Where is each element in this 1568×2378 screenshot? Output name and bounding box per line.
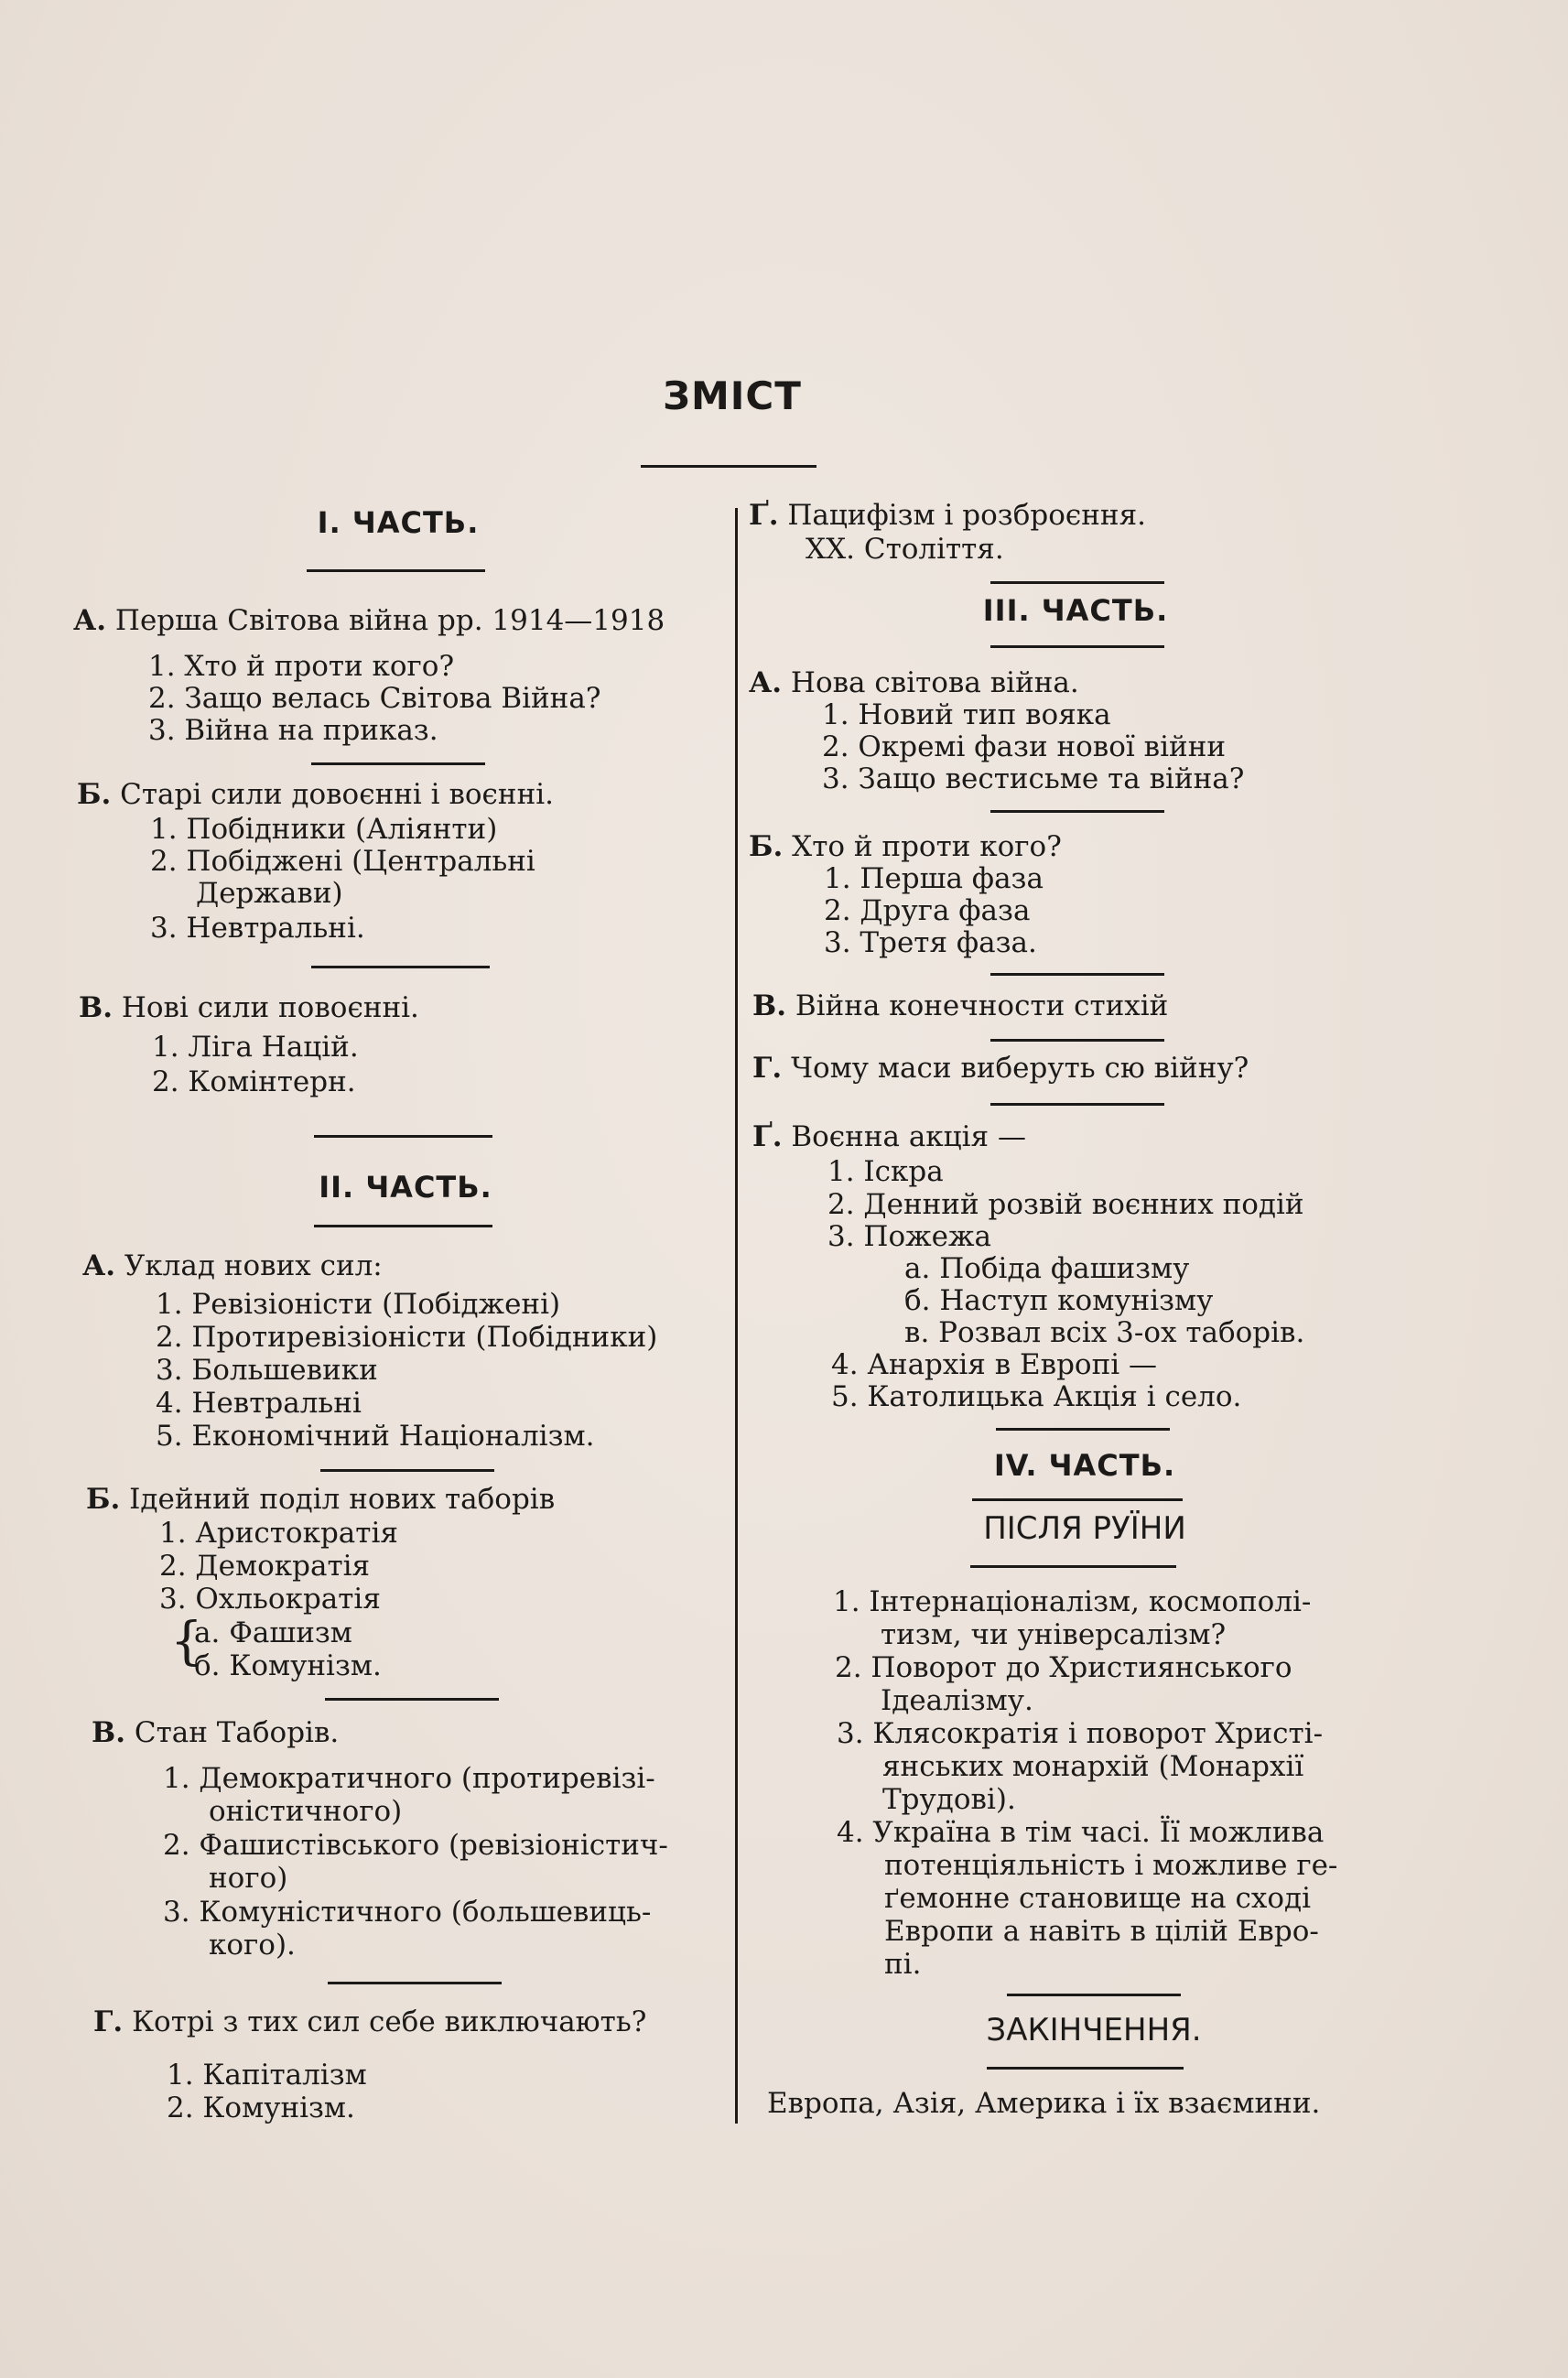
part2-a-title-row [82,1249,383,1282]
ending-text: Европа, Азія, Америка і їх взаємини. [767,2087,1321,2120]
section-title: Старі сили довоєнні і воєнні. [120,778,555,811]
list-item: 4. Невтральні [156,1387,362,1420]
list-item: в. Розвал всіх 3-ох таборів. [904,1316,1305,1349]
section-letter: А. [749,666,783,699]
section-title: Хто й проти кого? [792,830,1062,863]
list-item: 1. Хто й проти кого? [148,650,455,683]
list-item: 3. Третя фаза. [824,926,1037,959]
list-item: 3. Війна на приказ. [148,714,438,747]
part2-v-title-row [92,1716,339,1749]
list-item: 3. Клясократія і поворот Христі- [837,1717,1324,1750]
section-title: Уклад нових сил: [124,1249,383,1282]
list-item: б. Комунізм. [194,1649,382,1682]
section-rule [990,581,1164,584]
list-item: Держави) [196,877,343,910]
list-item: 1. Побідники (Аліянти) [150,813,498,846]
list-item: 1. Інтернаціоналізм, космополі- [833,1585,1312,1618]
section-title: Пацифізм і розброєння. [787,499,1146,532]
list-item: 2. Денний розвій воєнних подій [827,1188,1304,1221]
list-item: Трудові). [882,1783,1016,1816]
list-item: тизм, чи універсалізм? [881,1618,1227,1651]
part4-heading: IV. ЧАСТЬ. [993,1448,1176,1483]
section-title: Нові сили повоєнні. [121,991,419,1024]
section-rule [311,762,485,765]
list-item: 4. Анархія в Европі — [831,1348,1158,1381]
list-item: ХХ. Століття. [806,533,1004,566]
section-rule [990,1103,1164,1106]
section-rule [990,1039,1164,1042]
list-item: б. Наступ комунізму [904,1284,1214,1317]
section-letter: В. [79,991,113,1024]
list-item: 2. Защо велась Світова Війна? [148,682,601,715]
list-item: 3. Большевики [156,1354,378,1387]
section-title: Котрі з тих сил себе виключають? [132,2005,647,2038]
section-title: Воєнна акція — [791,1120,1026,1153]
list-item: 1. Новий тип вояка [822,698,1111,731]
list-item: 1. Ревізіоністи (Побіджені) [156,1288,561,1321]
list-item: оністичного) [209,1795,403,1828]
section-rule [320,1469,494,1472]
part3-b-title-row [749,830,1062,863]
list-item: 3. Охльократія [159,1583,381,1616]
list-item: 2. Комінтерн. [152,1065,356,1098]
list-item: 3. Защо вестисьме та війна? [822,762,1245,795]
list-item: 4. Україна в тім часі. Її можлива [837,1816,1325,1849]
section-title: Стан Таборів. [134,1716,340,1749]
title-rule [641,465,816,468]
section-letter: Ґ. [749,499,779,532]
part1-a-title-row [73,604,665,637]
part4-sub-rule [970,1565,1176,1568]
section-rule [996,1428,1170,1431]
section-letter: А. [82,1249,116,1282]
part1-rule [307,569,485,572]
part3-g2-title-row [752,1120,1026,1153]
list-item: Европи а навіть в цілій Евро- [884,1915,1319,1948]
part2-heading: ІІ. ЧАСТЬ. [319,1170,492,1205]
section-letter: Б. [749,830,784,863]
ending-heading: ЗАКІНЧЕННЯ. [986,2012,1202,2048]
section-title: Війна конечности стихій [795,989,1169,1022]
part2-rule [314,1225,492,1227]
part3-v-title-row [752,989,1168,1022]
section-rule [1007,1994,1181,1996]
part1-heading: І. ЧАСТЬ. [317,505,480,540]
section-letter: В. [92,1716,125,1749]
g-top-title-row [749,499,1146,532]
list-item: 1. Іскра [827,1155,944,1188]
list-item: 2. Фашистівського (ревізіоністич- [163,1829,668,1862]
part4-rule [972,1498,1183,1501]
list-item: 1. Аристократія [159,1517,398,1550]
list-item: 2. Побіджені (Центральні [150,845,535,878]
list-item: 2. Поворот до Християнського [835,1651,1292,1684]
section-rule [990,973,1164,976]
part3-a-title-row [749,666,1079,699]
list-item: 1. Перша фаза [824,862,1044,895]
ending-rule [987,2067,1184,2070]
brace-icon: { [170,1612,203,1671]
part3-heading: ІІІ. ЧАСТЬ. [982,593,1169,628]
page-title: ЗМІСТ [663,373,802,418]
part1-b-title-row [77,778,554,811]
list-item: 2. Протиревізіоністи (Побідники) [156,1321,658,1354]
part-rule [314,1135,492,1138]
section-rule [328,1982,502,1984]
part3-g-title-row [752,1052,1249,1085]
part2-b-title-row [86,1483,555,1516]
section-rule [311,966,490,968]
list-item: а. Побіда фашизму [904,1252,1190,1285]
section-letter: Б. [86,1483,121,1516]
column-divider [735,508,738,2124]
section-title: Перша Світова війна рр. 1914—1918 [114,604,665,637]
list-item: 2. Комунізм. [167,2092,355,2124]
section-letter: Ґ. [752,1120,783,1153]
section-letter: Г. [93,2005,124,2038]
part2-g-title-row [93,2005,646,2038]
part3-rule [990,645,1164,648]
list-item: потенціяльність і можливе ге- [884,1849,1338,1882]
section-rule [325,1698,499,1701]
section-rule [990,810,1164,813]
section-title: Ідейний поділ нових таборів [129,1483,556,1516]
list-item: 1. Демократичного (протиревізі- [163,1762,655,1795]
section-letter: А. [73,604,107,637]
list-item: янських монархій (Монархії [882,1750,1304,1783]
list-item: ґемонне становище на сході [884,1882,1311,1915]
list-item: 2. Окремі фази нової війни [822,730,1227,763]
section-letter: Б. [77,778,112,811]
list-item: ного) [209,1862,288,1895]
list-item: 2. Друга фаза [824,894,1031,927]
list-item: кого). [209,1929,296,1962]
part1-v-title-row [79,991,419,1024]
list-item: 1. Капіталізм [167,2059,367,2092]
list-item: 3. Комуністичного (большевиць- [163,1896,652,1929]
list-item: 3. Невтральні. [150,912,365,945]
list-item: 3. Пожежа [827,1220,991,1253]
section-title: Чому маси виберуть сю війну? [791,1052,1249,1085]
part4-subheading: ПІСЛЯ РУЇНИ [983,1510,1186,1547]
list-item: 2. Демократія [159,1550,371,1583]
list-item: 5. Католицька Акція і село. [831,1380,1242,1413]
list-item: 5. Економічний Націоналізм. [156,1420,595,1453]
section-title: Нова світова війна. [790,666,1079,699]
list-item: пі. [884,1948,922,1981]
list-item: Ідеалізму. [881,1684,1033,1717]
list-item: а. Фашизм [194,1616,352,1649]
section-letter: Г. [752,1052,783,1085]
list-item: 1. Ліга Націй. [152,1031,359,1064]
section-letter: В. [752,989,786,1022]
